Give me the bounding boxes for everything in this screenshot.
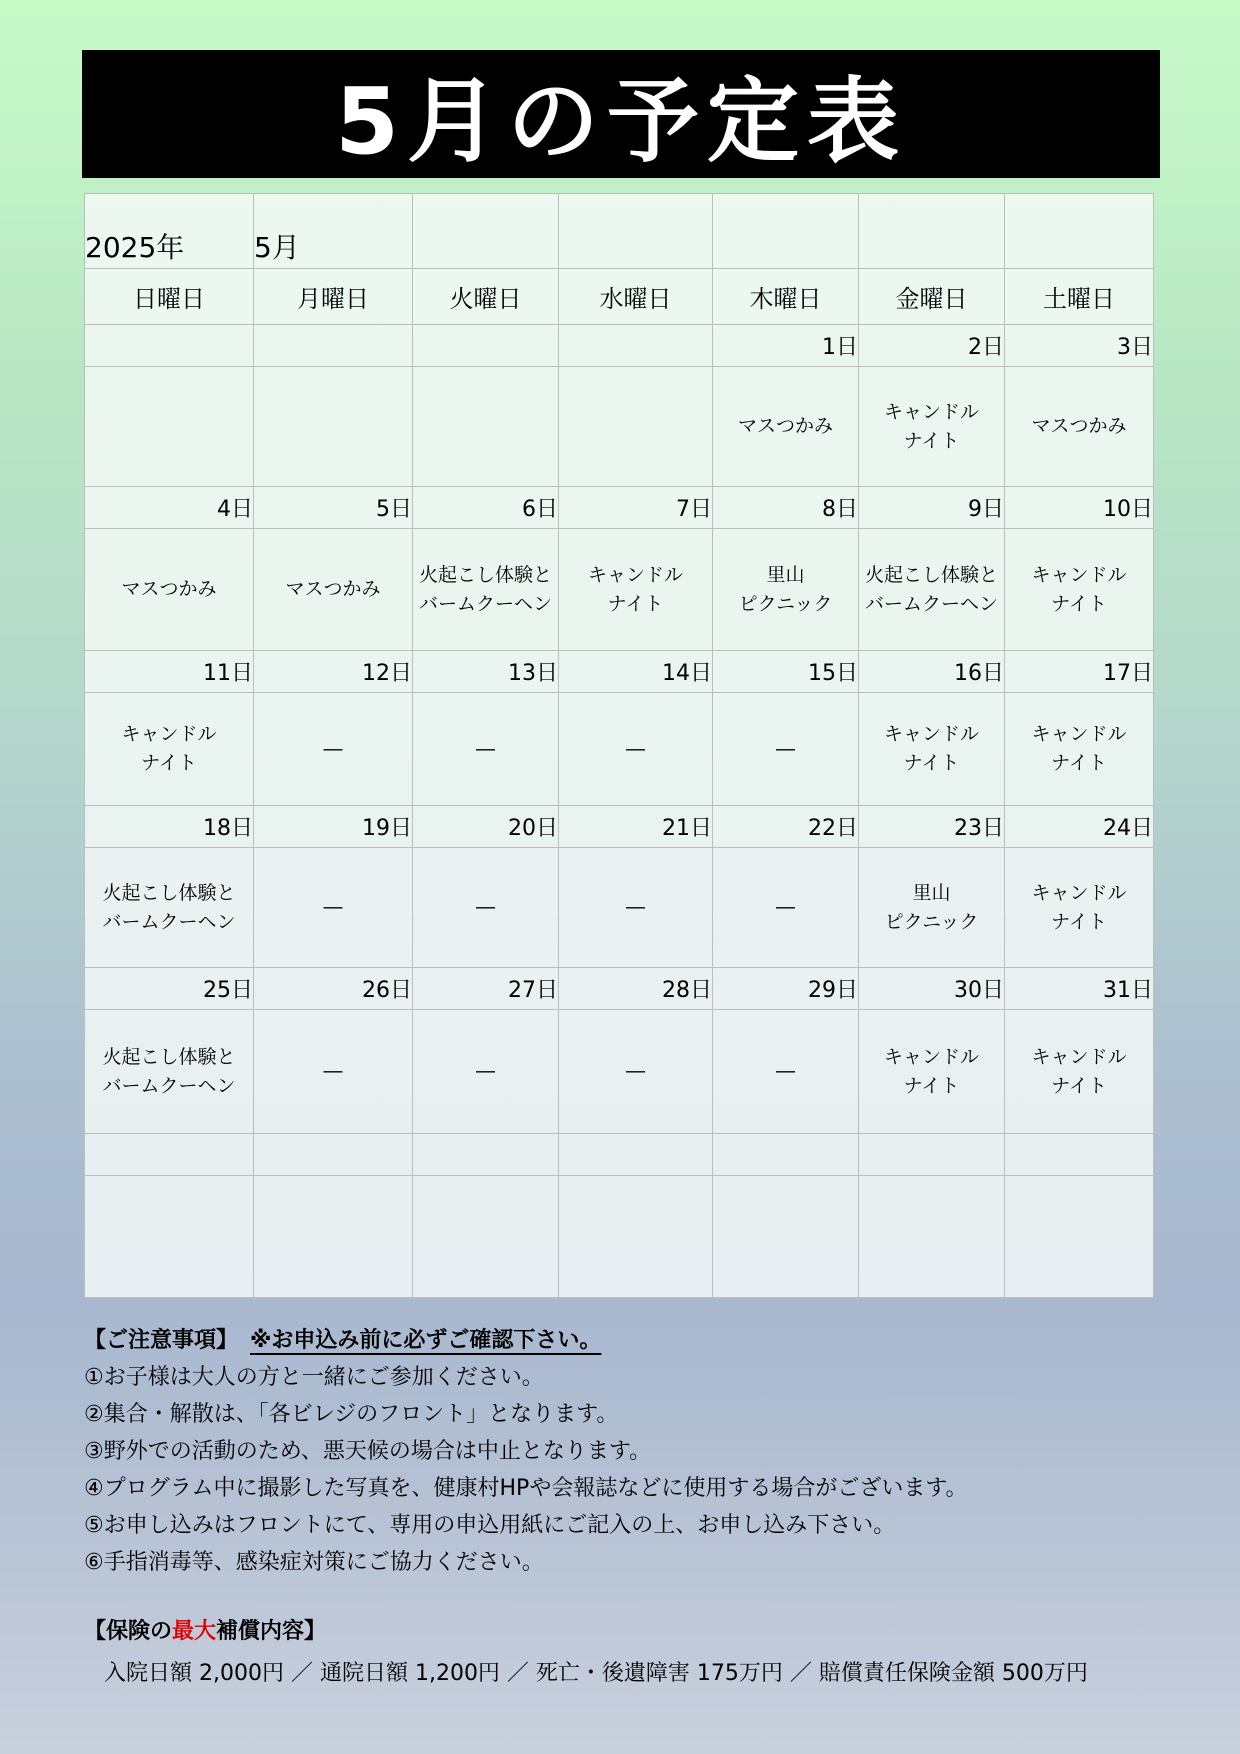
event-cell	[559, 848, 713, 968]
date-cell: 2日	[859, 325, 1005, 367]
event-label: ―	[476, 737, 495, 760]
event-cell	[85, 1176, 254, 1298]
event-cell	[859, 693, 1005, 806]
event-cell	[85, 529, 254, 651]
event-cell	[559, 1010, 713, 1134]
date-cell	[85, 325, 254, 367]
date-cell: 16日	[859, 651, 1005, 693]
date-cell: 22日	[713, 806, 859, 848]
event-cell	[859, 848, 1005, 968]
date-cell: 6日	[413, 487, 559, 529]
event-label: マスつかみ	[737, 415, 833, 437]
weekday-thu: 木曜日	[713, 269, 859, 325]
week-event-row	[85, 367, 1154, 487]
event-cell	[713, 1010, 859, 1134]
date-cell: 9日	[859, 487, 1005, 529]
date-cell	[413, 325, 559, 367]
date-cell: 31日	[1005, 968, 1154, 1010]
weekday-sun: 日曜日	[85, 269, 254, 325]
event-cell	[559, 1176, 713, 1298]
date-cell: 4日	[85, 487, 254, 529]
event-label: ―	[323, 737, 343, 760]
week-event-row	[85, 1010, 1154, 1134]
date-cell: 28日	[559, 968, 713, 1010]
month-label: 5月	[254, 231, 300, 264]
event-cell	[413, 693, 559, 806]
event-cell	[413, 529, 559, 651]
event-cell	[1005, 367, 1154, 487]
event-label: キャンドル ナイト	[121, 723, 217, 774]
event-label: キャンドル ナイト	[883, 723, 979, 774]
date-cell	[559, 325, 713, 367]
event-label: 里山 ピクニック	[738, 563, 833, 615]
insurance-heading-suffix: 補償内容】	[216, 1619, 327, 1644]
date-cell: 23日	[859, 806, 1005, 848]
event-label: ―	[776, 896, 795, 918]
week-date-row	[85, 806, 1154, 848]
date-cell: 27日	[413, 968, 559, 1010]
weekday-wed: 水曜日	[559, 269, 713, 325]
date-cell: 29日	[713, 968, 859, 1010]
event-cell	[1005, 693, 1154, 806]
event-label: キャンドル ナイト	[1031, 881, 1127, 933]
insurance-heading	[84, 1614, 326, 1645]
date-cell: 13日	[413, 651, 559, 693]
event-label: ―	[323, 1060, 343, 1082]
event-cell	[1005, 1010, 1154, 1134]
event-cell	[559, 693, 713, 806]
date-cell	[559, 1134, 713, 1176]
event-label: キャンドル ナイト	[587, 563, 683, 615]
date-cell: 3日	[1005, 325, 1154, 367]
event-cell	[859, 1176, 1005, 1298]
page-title: 5月の予定表	[82, 50, 1160, 178]
event-label: 火起こし体験と バームクーヘン	[102, 1045, 236, 1097]
event-cell	[254, 367, 413, 487]
event-label: マスつかみ	[285, 578, 381, 600]
date-cell	[413, 1134, 559, 1176]
event-cell	[413, 1176, 559, 1298]
date-cell: 18日	[85, 806, 254, 848]
week-date-row	[85, 487, 1154, 529]
notes-section	[84, 1322, 1184, 1581]
year-month-row	[85, 194, 1154, 269]
event-cell	[1005, 529, 1154, 651]
weekday-mon: 月曜日	[254, 269, 413, 325]
event-cell	[254, 529, 413, 651]
date-cell: 24日	[1005, 806, 1154, 848]
event-cell	[85, 367, 254, 487]
insurance-details: 入院日額 2,000円 ／ 通院日額 1,200円 ／ 死亡・後遺障害 175万円 ／ 賠償責任保険金額 500万円	[104, 1661, 1088, 1686]
event-label: 里山 ピクニック	[884, 881, 979, 933]
event-cell	[859, 1010, 1005, 1134]
date-cell	[254, 325, 413, 367]
event-cell	[713, 693, 859, 806]
date-cell: 5日	[254, 487, 413, 529]
event-cell	[713, 367, 859, 487]
note-item-1: ①お子様は大人の方と一緒にご参加ください。	[84, 1365, 544, 1390]
event-label: ―	[476, 896, 495, 918]
date-cell: 7日	[559, 487, 713, 529]
week-date-row	[85, 968, 1154, 1010]
event-cell	[859, 367, 1005, 487]
note-item-5: ⑤お申し込みはフロントにて、専用の申込用紙にご記入の上、お申し込み下さい。	[84, 1513, 896, 1538]
notes-heading-sub: ※お申込み前に必ずご確認下さい。	[250, 1328, 602, 1353]
event-cell	[254, 1176, 413, 1298]
event-label: ―	[776, 737, 795, 760]
date-cell: 12日	[254, 651, 413, 693]
event-label: キャンドル ナイト	[883, 1045, 979, 1097]
event-cell	[254, 693, 413, 806]
event-cell	[1005, 848, 1154, 968]
date-cell: 14日	[559, 651, 713, 693]
weekday-fri: 金曜日	[859, 269, 1005, 325]
event-cell	[254, 848, 413, 968]
calendar-table	[84, 193, 1154, 1298]
week-event-row	[85, 693, 1154, 806]
event-label: 火起こし体験と バームクーヘン	[102, 881, 236, 933]
event-cell	[85, 848, 254, 968]
event-cell	[713, 529, 859, 651]
event-label: キャンドル ナイト	[1031, 723, 1127, 774]
date-cell: 8日	[713, 487, 859, 529]
date-cell: 26日	[254, 968, 413, 1010]
year-label: 2025年	[85, 231, 185, 264]
date-cell	[254, 1134, 413, 1176]
event-cell	[859, 529, 1005, 651]
insurance-heading-highlight: 最大	[172, 1619, 217, 1644]
event-cell	[254, 1010, 413, 1134]
note-item-2: ②集合・解散は、「各ビレジのフロント」となります。	[84, 1402, 619, 1427]
note-item-4: ④プログラム中に撮影した写真を、健康村HPや会報誌などに使用する場合がございます。	[84, 1476, 968, 1501]
date-cell: 25日	[85, 968, 254, 1010]
event-cell	[713, 1176, 859, 1298]
event-cell	[713, 848, 859, 968]
date-cell	[85, 1134, 254, 1176]
event-label: ―	[476, 1060, 495, 1082]
weekday-sat: 土曜日	[1005, 269, 1154, 325]
event-cell	[85, 693, 254, 806]
event-label: マスつかみ	[1031, 415, 1127, 437]
date-cell	[859, 1134, 1005, 1176]
week-date-row	[85, 651, 1154, 693]
event-cell	[559, 529, 713, 651]
week-date-row	[85, 325, 1154, 367]
date-cell	[713, 1134, 859, 1176]
week-date-row	[85, 1134, 1154, 1176]
date-cell: 11日	[85, 651, 254, 693]
week-event-row	[85, 848, 1154, 968]
event-label: ―	[626, 1060, 645, 1082]
event-label: ―	[626, 896, 645, 918]
date-cell: 10日	[1005, 487, 1154, 529]
event-label: キャンドル ナイト	[883, 400, 979, 452]
date-cell: 15日	[713, 651, 859, 693]
weekday-tue: 火曜日	[413, 269, 559, 325]
event-label: 火起こし体験と バームクーヘン	[864, 563, 998, 615]
notes-heading	[84, 1322, 1184, 1359]
event-label: キャンドル ナイト	[1031, 563, 1127, 615]
date-cell: 19日	[254, 806, 413, 848]
date-cell	[1005, 1134, 1154, 1176]
event-label: ―	[323, 896, 343, 918]
week-event-row	[85, 529, 1154, 651]
notes-heading-label: 【ご注意事項】	[84, 1328, 239, 1353]
insurance-heading-prefix: 【保険の	[84, 1619, 173, 1644]
event-cell	[559, 367, 713, 487]
event-cell	[413, 1010, 559, 1134]
date-cell: 20日	[413, 806, 559, 848]
event-label: ―	[626, 737, 645, 760]
note-item-6: ⑥手指消毒等、感染症対策にご協力ください。	[84, 1550, 544, 1575]
date-cell: 30日	[859, 968, 1005, 1010]
event-cell	[413, 848, 559, 968]
event-cell	[85, 1010, 254, 1134]
date-cell: 1日	[713, 325, 859, 367]
date-cell: 17日	[1005, 651, 1154, 693]
week-event-row	[85, 1176, 1154, 1298]
event-label: キャンドル ナイト	[1031, 1045, 1127, 1097]
note-item-3: ③野外での活動のため、悪天候の場合は中止となります。	[84, 1439, 652, 1464]
weekday-header-row	[85, 269, 1154, 325]
event-label: 火起こし体験と バームクーヘン	[418, 563, 552, 615]
event-label: マスつかみ	[121, 578, 217, 600]
event-label: ―	[776, 1060, 795, 1082]
event-cell	[413, 367, 559, 487]
event-cell	[1005, 1176, 1154, 1298]
date-cell: 21日	[559, 806, 713, 848]
